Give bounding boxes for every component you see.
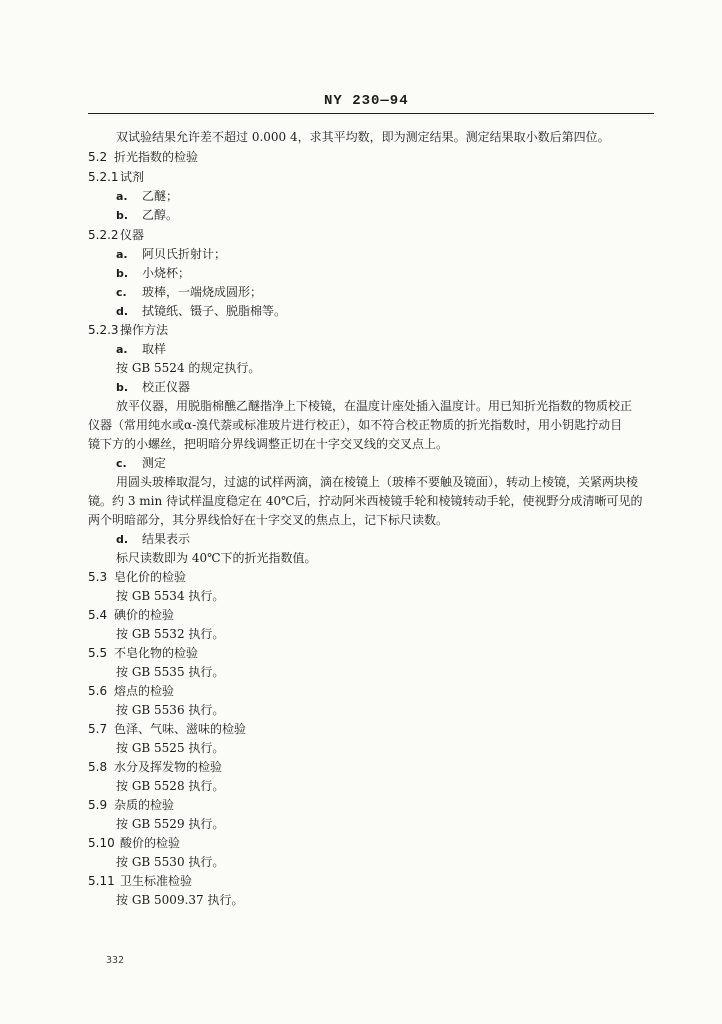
paragraph: 按 GB 5534 执行。 [116,589,225,603]
paragraph: 按 GB 5529 执行。 [116,817,225,831]
section-number: 5.9 [88,798,108,812]
list-marker: b. [116,267,129,280]
paragraph: 两个明暗部分，其分界线恰好在十字交叉的焦点上，记下标尺读数。 [88,513,449,527]
section-number: 5.4 [88,608,108,622]
section-title: 折光指数的检验 [114,150,199,164]
section-5-4 [88,607,174,623]
section-number: 5.7 [88,722,108,736]
list-marker: a. [116,343,128,356]
section-5-8 [88,759,222,775]
list-marker: a. [116,248,128,261]
section-title: 操作方法 [120,323,169,337]
section-5-11 [88,873,192,889]
section-number: 5.5 [88,646,108,660]
paragraph: 按 GB 5536 执行。 [116,703,225,717]
list-marker: d. [116,533,129,546]
list-item: a. 取样 [116,342,167,356]
section-title: 杂质的检验 [114,798,175,812]
list-item: b. 乙醇。 [116,208,179,222]
section-5-7 [88,721,246,737]
paragraph: 仪器（常用纯水或α-溴代萘或标准玻片进行校正），如不符合校正物质的折光指数时，用小钥匙拧动目 [88,418,623,432]
section-title: 试剂 [120,170,145,184]
section-number: 5.11 [88,874,115,888]
paragraph: 用圆头玻棒取混匀，过滤的试样两滴，滴在棱镜上（玻棒不要触及镜面），转动上棱镜，关紧两块棱 [116,475,639,489]
section-5-3 [88,569,186,585]
section-5-2-2 [88,227,144,243]
list-item: c. 玻棒，一端烧成圆形； [116,285,263,299]
paragraph: 按 GB 5532 执行。 [116,627,225,641]
paragraph: 按 GB 5524 的规定执行。 [116,361,261,375]
paragraph: 按 GB 5530 执行。 [116,855,225,869]
section-5-2-3 [88,322,168,338]
list-marker: b. [116,381,129,394]
paragraph: 镜。约 3 min 待试样温度稳定在 40℃后，拧动阿米西棱镜手轮和棱镜转动手轮，使视野分成清晰可见的 [88,494,643,508]
list-marker: c. [116,457,127,470]
section-5-2 [88,149,198,165]
section-title: 水分及挥发物的检验 [114,760,223,774]
list-item: c. 测定 [116,456,167,470]
list-marker: b. [116,209,129,222]
section-number: 5.2 [88,150,108,164]
section-title: 卫生标准检验 [120,874,193,888]
section-number: 5.10 [88,836,115,850]
section-5-5 [88,645,198,661]
paragraph: 按 GB 5525 执行。 [116,741,225,755]
section-title: 色泽、气味、滋味的检验 [114,722,247,736]
paragraph: 标尺读数即为 40℃下的折光指数值。 [116,551,317,565]
paragraph: 按 GB 5009.37 执行。 [116,893,244,907]
paragraph: 镜下方的小螺丝，把明暗分界线调整正切在十字交叉线的交叉点上。 [88,437,449,451]
section-title: 皂化价的检验 [114,570,187,584]
section-title: 熔点的检验 [114,684,175,698]
standard-code: NY 230—94 [324,93,409,109]
header-rule [88,113,654,114]
list-item: b. 小烧杯； [116,266,191,280]
section-title: 酸价的检验 [120,836,181,850]
section-number: 5.3 [88,570,108,584]
section-5-10 [88,835,180,851]
list-marker: d. [116,305,129,318]
paragraph: 按 GB 5535 执行。 [116,665,225,679]
section-5-2-1 [88,169,144,185]
section-title: 碘价的检验 [114,608,175,622]
section-number: 5.2.3 [88,323,119,337]
section-5-6 [88,683,174,699]
section-number: 5.2.2 [88,228,119,242]
section-title: 不皂化物的检验 [114,646,199,660]
list-marker: a. [116,190,128,203]
list-item: b. 校正仪器 [116,380,191,394]
page-number: 332 [106,955,125,966]
list-marker: c. [116,286,127,299]
section-5-9 [88,797,174,813]
paragraph-result-tolerance: 双试验结果允许差不超过 0.000 4，求其平均数，即为测定结果。测定结果取小数后第四位。 [116,130,610,144]
list-item: a. 阿贝氏折射计； [116,247,227,261]
section-title: 仪器 [120,228,145,242]
section-number: 5.8 [88,760,108,774]
paragraph: 按 GB 5528 执行。 [116,779,225,793]
paragraph: 放平仪器，用脱脂棉醮乙醚揩净上下棱镜，在温度计座处插入温度计。用已知折光指数的物质校正 [116,399,633,413]
section-number: 5.2.1 [88,170,119,184]
section-number: 5.6 [88,684,108,698]
list-item: a. 乙醚； [116,189,179,203]
list-item: d. 结果表示 [116,532,191,546]
list-item: d. 拭镜纸、镊子、脱脂棉等。 [116,304,287,318]
